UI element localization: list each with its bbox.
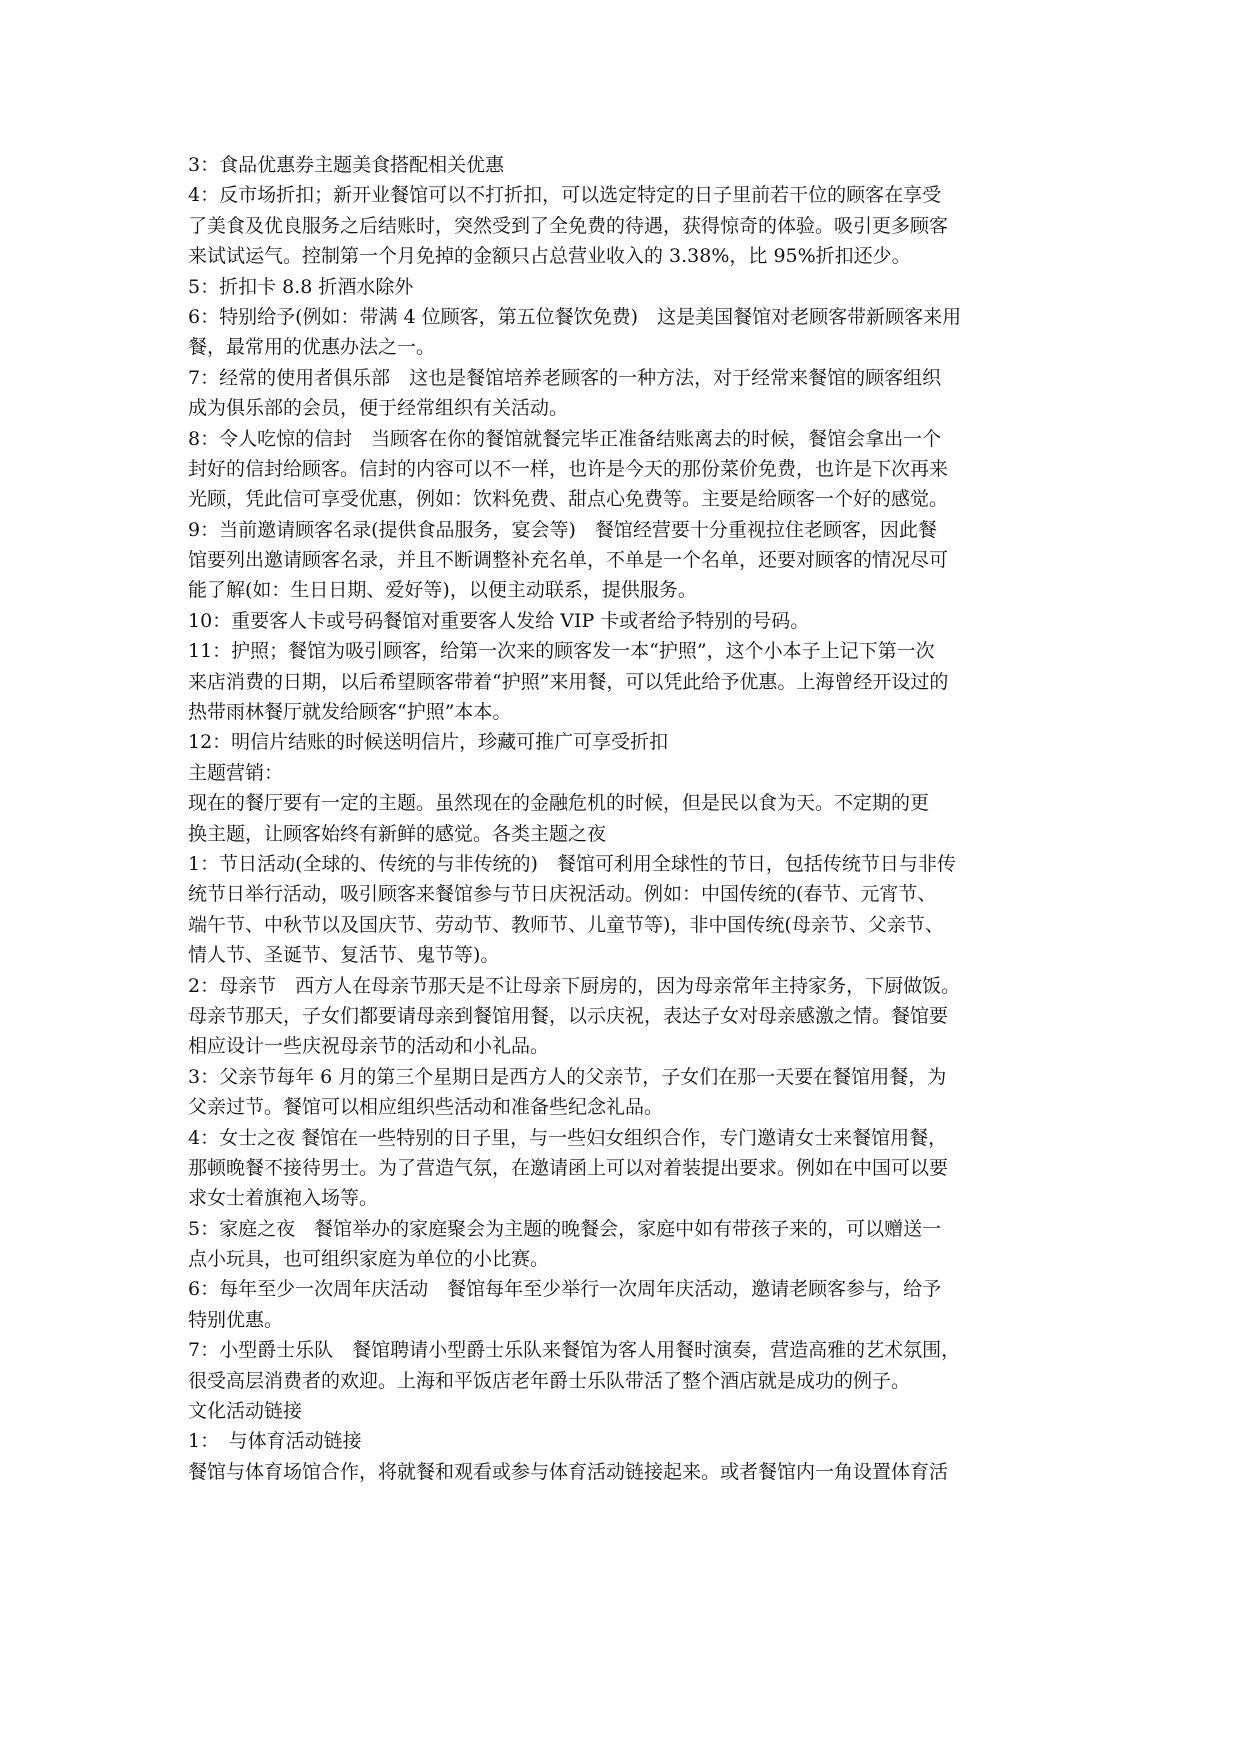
text-line: 现在的餐厅要有一定的主题。虽然现在的金融危机的时候，但是民以食为天。不定期的更	[188, 792, 930, 815]
text-line: 1： 与体育活动链接	[188, 1430, 362, 1453]
text-line: 那顿晚餐不接待男士。为了营造气氛，在邀请函上可以对着装提出要求。例如在中国可以要	[188, 1156, 949, 1179]
text-line: 点小玩具，也可组织家庭为单位的小比赛。	[188, 1248, 550, 1271]
text-line: 很受高层消费者的欢迎。上海和平饭店老年爵士乐队带活了整个酒店就是成功的例子。	[188, 1369, 911, 1392]
text-line: 相应设计一些庆祝母亲节的活动和小礼品。	[188, 1035, 550, 1058]
text-line: 6：特别给予(例如：带满 4 位顾客，第五位餐饮免费) 这是美国餐馆对老顾客带新顾客来用	[188, 305, 962, 328]
text-line: 2：母亲节 西方人在母亲节那天是不让母亲下厨房的，因为母亲常年主持家务，下厨做饭。	[188, 974, 961, 997]
document-body	[188, 150, 1054, 1487]
text-line: 5：家庭之夜 餐馆举办的家庭聚会为主题的晚餐会，家庭中如有带孩子来的，可以赠送一	[188, 1217, 942, 1240]
text-line: 1：节日活动(全球的、传统的与非传统的) 餐馆可利用全球性的节日，包括传统节日与非传	[188, 852, 956, 875]
text-line: 求女士着旗袍入场等。	[188, 1187, 379, 1210]
text-line: 换主题，让顾客始终有新鲜的感觉。各类主题之夜	[188, 822, 607, 845]
text-line: 11：护照；餐馆为吸引顾客，给第一次来的顾客发一本“护照”，这个小本子上记下第一次	[188, 640, 935, 663]
text-line: 来店消费的日期，以后希望顾客带着“护照”来用餐，可以凭此给予优惠。上海曾经开设过的	[188, 670, 949, 693]
text-line: 能了解(如：生日日期、爱好等)，以便主动联系，提供服务。	[188, 579, 697, 602]
text-line: 3：食品优惠券主题美食搭配相关优惠	[188, 154, 505, 176]
text-line: 4：反市场折扣；新开业餐馆可以不打折扣，可以选定特定的日子里前若干位的顾客在享受	[188, 184, 942, 207]
text-line: 餐馆与体育场馆合作，将就餐和观看或参与体育活动链接起来。或者餐馆内一角设置体育活	[188, 1460, 949, 1483]
text-line: 9：当前邀请顾客名录(提供食品服务，宴会等) 餐馆经营要十分重视拉住老顾客，因此餐	[188, 518, 937, 541]
text-line: 光顾，凭此信可享受优惠，例如：饮料免费、甜点心免费等。主要是给顾客一个好的感觉。	[188, 488, 949, 511]
text-line: 7：经常的使用者俱乐部 这也是餐馆培养老顾客的一种方法，对于经常来餐馆的顾客组织	[188, 366, 942, 389]
text-line: 特别优惠。	[188, 1308, 284, 1331]
text-line: 7：小型爵士乐队 餐馆聘请小型爵士乐队来餐馆为客人用餐时演奏，营造高雅的艺术氛围，	[188, 1339, 961, 1362]
text-line: 馆要列出邀请顾客名录，并且不断调整补充名单，不单是一个名单，还要对顾客的情况尽可	[188, 549, 949, 572]
text-line: 热带雨林餐厅就发给顾客“护照”本本。	[188, 701, 512, 724]
text-line: 10：重要客人卡或号码餐馆对重要客人发给 VIP 卡或者给予特别的号码。	[188, 609, 810, 632]
text-line: 6：每年至少一次周年庆活动 餐馆每年至少举行一次周年庆活动，邀请老顾客参与，给予	[188, 1278, 942, 1301]
text-line: 成为俱乐部的会员，便于经常组织有关活动。	[188, 397, 569, 420]
text-line: 5：折扣卡 8.8 折酒水除外	[188, 275, 414, 298]
text-line: 餐，最常用的优惠办法之一。	[188, 336, 436, 359]
text-line: 父亲过节。餐馆可以相应组织些活动和准备些纪念礼品。	[188, 1096, 664, 1119]
text-line: 母亲节那天，子女们都要请母亲到餐馆用餐，以示庆祝，表达子女对母亲感激之情。餐馆要	[188, 1004, 949, 1027]
text-line: 4：女士之夜 餐馆在一些特别的日子里，与一些妇女组织合作，专门邀请女士来餐馆用餐，	[188, 1126, 948, 1149]
text-line: 封好的信封给顾客。信封的内容可以不一样，也许是今天的那份菜价免费，也许是下次再来	[188, 457, 949, 480]
text-line: 12：明信片结账的时候送明信片，珍藏可推广可享受折扣	[188, 731, 669, 754]
text-line: 8：令人吃惊的信封 当顾客在你的餐馆就餐完毕正准备结账离去的时候，餐馆会拿出一个	[188, 427, 942, 450]
text-line: 3：父亲节每年 6 月的第三个星期日是西方人的父亲节，子女们在那一天要在餐馆用餐，为	[188, 1065, 947, 1088]
text-line: 来试试运气。控制第一个月免掉的金额只占总营业收入的 3.38%，比 95%折扣还少。	[188, 245, 911, 268]
text-line: 情人节、圣诞节、复活节、鬼节等)。	[188, 944, 500, 967]
section-heading: 主题营销：	[188, 761, 284, 784]
text-line: 了美食及优良服务之后结账时，突然受到了全免费的待遇，获得惊奇的体验。吸引更多顾客	[188, 214, 949, 237]
section-heading: 文化活动链接	[188, 1400, 303, 1423]
text-line: 统节日举行活动，吸引顾客来餐馆参与节日庆祝活动。例如：中国传统的(春节、元宵节、	[188, 883, 937, 906]
text-line: 端午节、中秋节以及国庆节、劳动节、教师节、儿童节等)，非中国传统(母亲节、父亲节、	[188, 913, 944, 936]
